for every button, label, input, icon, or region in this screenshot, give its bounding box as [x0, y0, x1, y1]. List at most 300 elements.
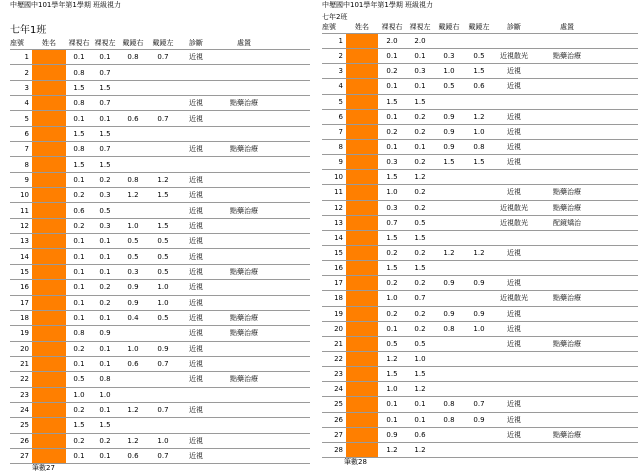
bare-right-value: 0.1	[73, 252, 85, 261]
seat-number: 7	[338, 127, 343, 136]
class-title: 七年2班	[322, 13, 348, 21]
table-row	[322, 337, 638, 352]
treatment-value: 點藥治療	[553, 339, 581, 348]
bare-left-value: 0.9	[99, 329, 111, 338]
seat-number: 16	[334, 264, 343, 273]
seat-number: 8	[24, 160, 29, 169]
bare-right-value: 0.2	[73, 436, 85, 445]
bare-right-value: 0.1	[73, 53, 85, 62]
seat-number: 5	[24, 114, 29, 123]
bare-right-value: 0.5	[73, 375, 85, 384]
bare-left-value: 1.5	[99, 129, 111, 138]
corrected-right-value: 0.4	[127, 314, 139, 323]
corrected-right-value: 0.8	[443, 400, 455, 409]
table-row	[10, 249, 310, 264]
table-row	[322, 413, 638, 428]
bare-left-value: 0.1	[99, 237, 111, 246]
diagnosis-value: 近視	[189, 53, 203, 62]
bare-left-value: 1.0	[414, 355, 426, 364]
name-redacted	[346, 79, 378, 93]
bare-left-value: 0.1	[99, 252, 111, 261]
bare-right-value: 0.8	[73, 329, 85, 338]
bare-right-value: 1.5	[73, 83, 85, 92]
table-row	[10, 219, 310, 234]
corrected-right-value: 0.9	[127, 283, 139, 292]
name-redacted	[346, 246, 378, 260]
treatment-value: 配鏡矯治	[553, 218, 581, 227]
table-header	[10, 38, 310, 49]
bare-right-value: 0.9	[386, 430, 398, 439]
table-row	[10, 403, 310, 418]
diagnosis-value: 近視	[189, 436, 203, 445]
table-row	[322, 261, 638, 276]
header-seat: 座號	[322, 23, 336, 31]
bare-right-value: 1.2	[386, 445, 398, 454]
treatment-value: 點藥治療	[230, 267, 258, 276]
diagnosis-value: 近視	[189, 298, 203, 307]
seat-number: 4	[24, 99, 29, 108]
table-row	[322, 382, 638, 397]
bare-right-value: 0.1	[73, 267, 85, 276]
class-title: 七年1班	[10, 25, 47, 36]
corrected-right-value: 1.2	[443, 249, 455, 258]
table-row	[10, 188, 310, 203]
bare-left-value: 0.2	[414, 309, 426, 318]
seat-number: 11	[20, 206, 29, 215]
diagnosis-value: 近視	[189, 283, 203, 292]
bare-left-value: 0.5	[99, 206, 111, 215]
bare-right-value: 1.5	[73, 421, 85, 430]
bare-right-value: 0.2	[73, 221, 85, 230]
corrected-left-value: 1.0	[157, 298, 169, 307]
bare-left-value: 0.2	[414, 158, 426, 167]
diagnosis-value: 近視	[507, 279, 521, 288]
corrected-right-value: 0.9	[443, 143, 455, 152]
bare-left-value: 0.2	[414, 112, 426, 121]
bare-right-value: 0.2	[73, 191, 85, 200]
table-row	[322, 201, 638, 216]
corrected-right-value: 0.5	[127, 252, 139, 261]
name-redacted	[346, 261, 378, 275]
table-row	[322, 95, 638, 110]
header-bare-left: 裸視左	[409, 23, 431, 31]
header-treatment: 處置	[560, 23, 574, 31]
table-row	[10, 296, 310, 311]
corrected-right-value: 0.8	[443, 415, 455, 424]
bare-left-value: 0.2	[99, 298, 111, 307]
table-row	[10, 311, 310, 326]
name-redacted	[32, 311, 66, 325]
table-row	[322, 322, 638, 337]
name-redacted	[32, 434, 66, 448]
seat-number: 24	[334, 385, 343, 394]
name-redacted	[32, 280, 66, 294]
name-redacted	[346, 231, 378, 245]
bare-left-value: 0.2	[414, 188, 426, 197]
table-row	[322, 34, 638, 49]
seat-number: 2	[338, 52, 343, 61]
record-count: 筆數28	[344, 457, 367, 466]
seat-number: 14	[20, 252, 29, 261]
table-row	[322, 49, 638, 64]
corrected-left-value: 0.7	[157, 452, 169, 461]
bare-left-value: 0.1	[99, 53, 111, 62]
bare-left-value: 2.0	[414, 37, 426, 46]
corrected-left-value: 1.5	[157, 191, 169, 200]
name-redacted	[346, 64, 378, 78]
seat-number: 12	[334, 203, 343, 212]
corrected-left-value: 0.5	[473, 52, 485, 61]
name-redacted	[346, 125, 378, 139]
bare-right-value: 0.2	[386, 279, 398, 288]
bare-right-value: 1.0	[386, 385, 398, 394]
diagnosis-value: 近視	[189, 145, 203, 154]
corrected-right-value: 0.9	[443, 112, 455, 121]
bare-left-value: 0.1	[99, 114, 111, 123]
table-row	[10, 265, 310, 280]
name-redacted	[346, 337, 378, 351]
seat-number: 12	[20, 221, 29, 230]
record-count: 筆數27	[32, 464, 55, 473]
corrected-right-value: 1.0	[443, 67, 455, 76]
diagnosis-value: 近視	[189, 375, 203, 384]
corrected-left-value: 1.5	[473, 67, 485, 76]
diagnosis-value: 近視	[507, 400, 521, 409]
bare-left-value: 0.7	[99, 68, 111, 77]
header-name: 姓名	[355, 23, 369, 31]
name-redacted	[32, 96, 66, 110]
bare-left-value: 0.1	[414, 143, 426, 152]
bare-left-value: 1.0	[99, 390, 111, 399]
bare-right-value: 1.5	[386, 97, 398, 106]
bare-right-value: 1.0	[386, 188, 398, 197]
bare-left-value: 0.3	[414, 67, 426, 76]
table-row	[10, 81, 310, 96]
bare-left-value: 0.2	[414, 249, 426, 258]
name-redacted	[346, 95, 378, 109]
name-redacted	[32, 65, 66, 79]
diagnosis-value: 近視散光	[500, 52, 528, 61]
bare-left-value: 0.2	[99, 175, 111, 184]
bare-right-value: 0.1	[73, 114, 85, 123]
corrected-left-value: 0.5	[157, 314, 169, 323]
table-row	[10, 127, 310, 142]
header-bare-right: 裸視右	[381, 23, 403, 31]
bare-left-value: 0.1	[99, 406, 111, 415]
bare-right-value: 0.1	[386, 82, 398, 91]
name-redacted	[346, 185, 378, 199]
seat-number: 26	[20, 436, 29, 445]
bare-right-value: 0.2	[73, 406, 85, 415]
name-redacted	[346, 322, 378, 336]
diagnosis-value: 近視	[189, 452, 203, 461]
bare-left-value: 1.5	[99, 83, 111, 92]
name-redacted	[346, 307, 378, 321]
header-corrected-left: 戴鏡左	[468, 23, 490, 31]
bare-left-value: 0.2	[414, 279, 426, 288]
bare-left-value: 0.2	[414, 324, 426, 333]
seat-number: 23	[334, 370, 343, 379]
header-corrected-right: 戴鏡右	[122, 39, 144, 47]
name-redacted	[32, 157, 66, 171]
header-name: 姓名	[42, 39, 56, 47]
diagnosis-value: 近視	[189, 114, 203, 123]
name-redacted	[32, 296, 66, 310]
bare-left-value: 0.1	[99, 344, 111, 353]
treatment-value: 點藥治療	[553, 52, 581, 61]
table-row	[322, 231, 638, 246]
diagnosis-value: 近視	[507, 430, 521, 439]
table-row	[322, 140, 638, 155]
seat-number: 25	[334, 400, 343, 409]
seat-number: 1	[338, 37, 343, 46]
diagnosis-value: 近視	[507, 82, 521, 91]
bare-left-value: 1.2	[414, 173, 426, 182]
seat-number: 13	[20, 237, 29, 246]
bare-right-value: 0.2	[386, 127, 398, 136]
bare-left-value: 0.1	[414, 82, 426, 91]
bare-left-value: 1.5	[99, 421, 111, 430]
table-header	[322, 22, 638, 33]
name-redacted	[32, 357, 66, 371]
bare-right-value: 0.2	[73, 344, 85, 353]
table-row	[10, 173, 310, 188]
header-corrected-right: 戴鏡右	[438, 23, 460, 31]
table-row	[322, 367, 638, 382]
seat-number: 16	[20, 283, 29, 292]
table-body	[322, 33, 638, 458]
bare-left-value: 1.2	[414, 385, 426, 394]
bare-left-value: 1.5	[414, 370, 426, 379]
diagnosis-value: 近視	[189, 329, 203, 338]
table-row	[322, 185, 638, 200]
name-redacted	[346, 34, 378, 48]
table-row	[322, 110, 638, 125]
name-redacted	[346, 291, 378, 305]
name-redacted	[32, 127, 66, 141]
diagnosis-value: 近視	[507, 309, 521, 318]
bare-right-value: 0.1	[386, 112, 398, 121]
bare-right-value: 0.1	[73, 314, 85, 323]
name-redacted	[346, 352, 378, 366]
bare-left-value: 1.5	[414, 233, 426, 242]
bare-left-value: 0.2	[99, 436, 111, 445]
treatment-value: 點藥治療	[230, 145, 258, 154]
table-row	[10, 449, 310, 464]
corrected-left-value: 0.9	[473, 279, 485, 288]
treatment-value: 點藥治療	[230, 375, 258, 384]
table-row	[10, 65, 310, 80]
seat-number: 1	[24, 53, 29, 62]
seat-number: 17	[334, 279, 343, 288]
diagnosis-value: 近視	[507, 249, 521, 258]
table-row	[322, 170, 638, 185]
name-redacted	[346, 367, 378, 381]
seat-number: 10	[334, 173, 343, 182]
table-row	[322, 428, 638, 443]
header-diagnosis: 診斷	[189, 39, 203, 47]
diagnosis-value: 近視	[507, 67, 521, 76]
seat-number: 19	[20, 329, 29, 338]
name-redacted	[346, 382, 378, 396]
corrected-right-value: 0.9	[443, 309, 455, 318]
bare-right-value: 0.8	[73, 68, 85, 77]
bare-right-value: 0.1	[73, 283, 85, 292]
bare-left-value: 0.2	[414, 127, 426, 136]
name-redacted	[346, 170, 378, 184]
bare-left-value: 0.3	[99, 191, 111, 200]
bare-left-value: 1.5	[414, 264, 426, 273]
diagnosis-value: 近視	[507, 415, 521, 424]
corrected-right-value: 0.5	[443, 82, 455, 91]
corrected-left-value: 1.2	[157, 175, 169, 184]
bare-left-value: 0.5	[414, 218, 426, 227]
bare-left-value: 0.8	[99, 375, 111, 384]
corrected-left-value: 0.7	[473, 400, 485, 409]
bare-right-value: 1.2	[386, 355, 398, 364]
bare-right-value: 0.1	[73, 237, 85, 246]
bare-left-value: 0.6	[414, 430, 426, 439]
corrected-right-value: 0.8	[127, 175, 139, 184]
seat-number: 2	[24, 68, 29, 77]
seat-number: 3	[338, 67, 343, 76]
corrected-left-value: 0.7	[157, 114, 169, 123]
bare-right-value: 1.5	[73, 129, 85, 138]
table-row	[10, 388, 310, 403]
bare-right-value: 0.1	[73, 360, 85, 369]
name-redacted	[346, 155, 378, 169]
diagnosis-value: 近視	[189, 314, 203, 323]
seat-number: 15	[334, 249, 343, 258]
corrected-left-value: 1.5	[157, 221, 169, 230]
table-row	[322, 291, 638, 306]
seat-number: 27	[334, 430, 343, 439]
name-redacted	[346, 413, 378, 427]
corrected-right-value: 1.5	[443, 158, 455, 167]
bare-right-value: 1.5	[386, 370, 398, 379]
bare-left-value: 0.5	[414, 339, 426, 348]
table-row	[10, 326, 310, 341]
bare-right-value: 1.5	[386, 233, 398, 242]
table-row	[10, 372, 310, 387]
bare-left-value: 0.1	[414, 52, 426, 61]
corrected-left-value: 0.7	[157, 406, 169, 415]
name-redacted	[346, 276, 378, 290]
diagnosis-value: 近視	[189, 221, 203, 230]
name-redacted	[32, 50, 66, 64]
name-redacted	[346, 428, 378, 442]
diagnosis-value: 近視	[189, 99, 203, 108]
table-row	[10, 280, 310, 295]
seat-number: 26	[334, 415, 343, 424]
corrected-left-value: 0.9	[473, 309, 485, 318]
table-row	[322, 246, 638, 261]
diagnosis-value: 近視散光	[500, 203, 528, 212]
diagnosis-value: 近視	[507, 143, 521, 152]
name-redacted	[32, 403, 66, 417]
name-redacted	[32, 203, 66, 217]
bare-right-value: 1.0	[73, 390, 85, 399]
header-seat: 座號	[10, 39, 24, 47]
seat-number: 10	[20, 191, 29, 200]
table-row	[10, 203, 310, 218]
table-row	[322, 443, 638, 458]
seat-number: 3	[24, 83, 29, 92]
seat-number: 18	[334, 294, 343, 303]
seat-number: 20	[20, 344, 29, 353]
diagnosis-value: 近視	[189, 344, 203, 353]
bare-left-value: 0.7	[99, 145, 111, 154]
name-redacted	[32, 173, 66, 187]
corrected-left-value: 0.5	[157, 252, 169, 261]
seat-number: 22	[20, 375, 29, 384]
name-redacted	[32, 326, 66, 340]
bare-left-value: 0.1	[99, 314, 111, 323]
bare-right-value: 0.2	[386, 249, 398, 258]
name-redacted	[32, 142, 66, 156]
table-row	[10, 342, 310, 357]
name-redacted	[346, 216, 378, 230]
bare-right-value: 1.5	[386, 173, 398, 182]
corrected-left-value: 0.9	[157, 344, 169, 353]
bare-right-value: 0.3	[386, 203, 398, 212]
corrected-left-value: 1.0	[157, 283, 169, 292]
bare-right-value: 0.1	[386, 143, 398, 152]
bare-left-value: 0.1	[414, 415, 426, 424]
corrected-right-value: 0.3	[127, 267, 139, 276]
diagnosis-value: 近視	[189, 191, 203, 200]
seat-number: 25	[20, 421, 29, 430]
corrected-right-value: 1.2	[127, 191, 139, 200]
bare-left-value: 0.1	[414, 400, 426, 409]
diagnosis-value: 近視	[507, 339, 521, 348]
treatment-value: 點藥治療	[553, 203, 581, 212]
name-redacted	[32, 418, 66, 432]
table-row	[10, 96, 310, 111]
bare-left-value: 0.1	[99, 452, 111, 461]
table-row	[10, 434, 310, 449]
left-sheet	[10, 0, 310, 473]
name-redacted	[346, 397, 378, 411]
seat-number: 11	[334, 188, 343, 197]
bare-right-value: 2.0	[386, 37, 398, 46]
corrected-right-value: 0.6	[127, 452, 139, 461]
bare-right-value: 0.2	[386, 67, 398, 76]
seat-number: 9	[338, 158, 343, 167]
bare-left-value: 0.7	[99, 99, 111, 108]
corrected-right-value: 0.8	[443, 324, 455, 333]
seat-number: 27	[20, 452, 29, 461]
table-row	[322, 307, 638, 322]
seat-number: 13	[334, 218, 343, 227]
table-row	[322, 397, 638, 412]
header-bare-left: 裸視左	[94, 39, 116, 47]
corrected-right-value: 0.6	[127, 360, 139, 369]
bare-left-value: 1.2	[414, 445, 426, 454]
table-row	[322, 276, 638, 291]
name-redacted	[32, 234, 66, 248]
seat-number: 15	[20, 267, 29, 276]
table-row	[10, 357, 310, 372]
bare-left-value: 1.5	[99, 160, 111, 169]
corrected-right-value: 1.2	[127, 406, 139, 415]
diagnosis-value: 近視	[189, 267, 203, 276]
treatment-value: 點藥治療	[553, 430, 581, 439]
name-redacted	[32, 81, 66, 95]
seat-number: 23	[20, 390, 29, 399]
name-redacted	[346, 49, 378, 63]
table-row	[10, 142, 310, 157]
